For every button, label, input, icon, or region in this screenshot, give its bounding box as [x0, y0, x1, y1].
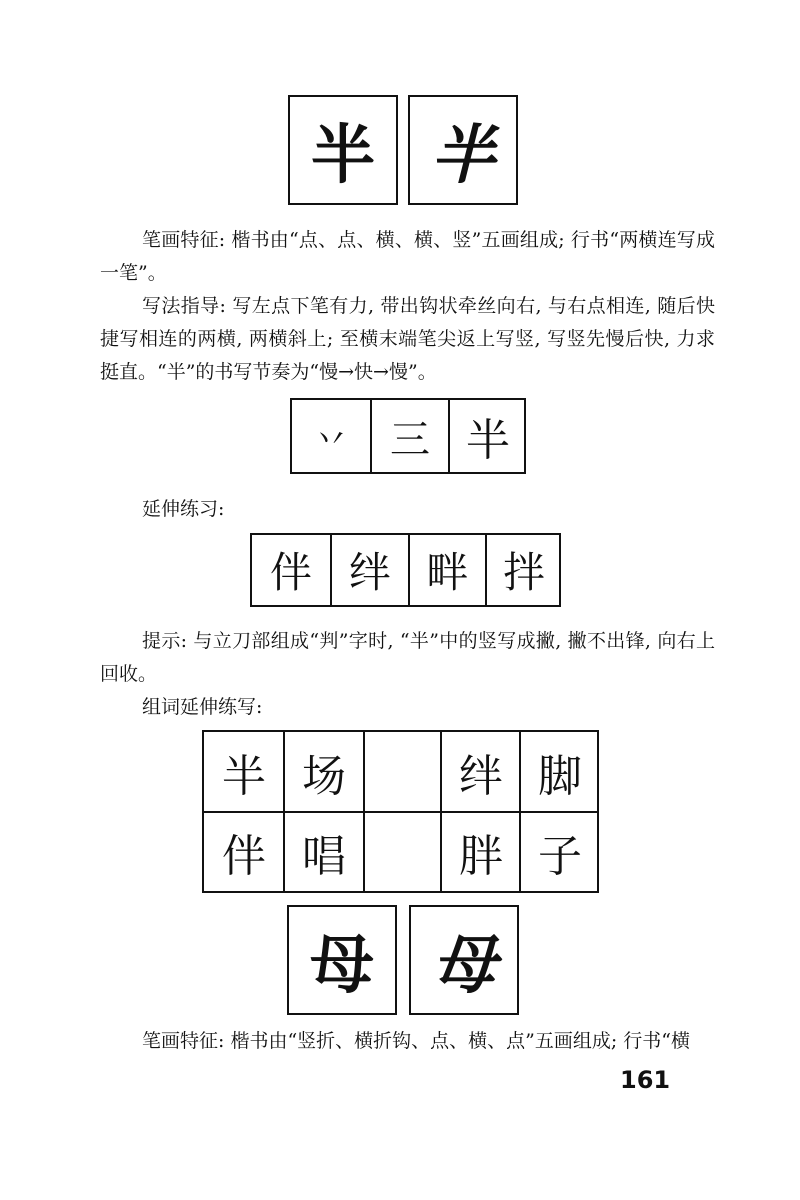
- grid-cell: 脚: [538, 751, 582, 802]
- grid-cell: [363, 812, 443, 892]
- extension-label: 延伸练习:: [142, 498, 225, 520]
- extension-char: 拌: [485, 535, 561, 605]
- grid-cell: 绊: [459, 751, 503, 802]
- feature-paragraph-2: 笔画特征: 楷书由“竖折、横折钩、点、横、点”五画组成; 行书“横: [142, 1030, 691, 1052]
- page-number: 161: [620, 1066, 671, 1094]
- grid-cell: 伴: [222, 831, 266, 882]
- word-grid: [202, 730, 599, 893]
- kai-char-box: [288, 95, 398, 205]
- tip-paragraph: 提示: 与立刀部组成“判”字时, “半”中的竖写成撇, 撇不出锋, 向右上回收。: [100, 630, 715, 685]
- extension-char: 绊: [330, 535, 408, 605]
- kai-char-2: 母: [310, 929, 374, 1003]
- grid-cell: 子: [538, 831, 582, 882]
- grid-cell: 场: [302, 751, 346, 802]
- kai-char: 半: [311, 119, 375, 193]
- grid-cell: [363, 732, 443, 812]
- words-label: 组词延伸练写:: [142, 696, 263, 718]
- extension-char: 畔: [408, 535, 485, 605]
- grid-cell: 半: [222, 751, 266, 802]
- kai-char-box-2: [287, 905, 397, 1015]
- stroke-steps-strip: [290, 398, 526, 474]
- xing-char-2: 母: [432, 929, 496, 1003]
- guide-paragraph: 写法指导: 写左点下笔有力, 带出钩状牵丝向右, 与右点相连, 随后快捷写相连的两横, 两横斜上; 至横末端笔尖返上写竖, 写竖先慢后快, 力求挺直。“半”的书写节奏为“慢→快→慢”。: [100, 295, 715, 383]
- xing-char-box-2: [409, 905, 519, 1015]
- extension-char: 伴: [269, 548, 312, 597]
- stroke-step: 丷: [314, 419, 348, 460]
- xing-char: 半: [431, 119, 495, 193]
- grid-cell: 胖: [459, 831, 503, 882]
- feature-paragraph: 笔画特征: 楷书由“点、点、横、横、竖”五画组成; 行书“两横连写成一笔”。: [100, 229, 715, 284]
- stroke-step: 三: [370, 400, 448, 472]
- grid-cell: 唱: [302, 831, 346, 882]
- xing-char-box: [408, 95, 518, 205]
- extension-strip: [250, 533, 561, 607]
- stroke-step: 半: [448, 400, 526, 472]
